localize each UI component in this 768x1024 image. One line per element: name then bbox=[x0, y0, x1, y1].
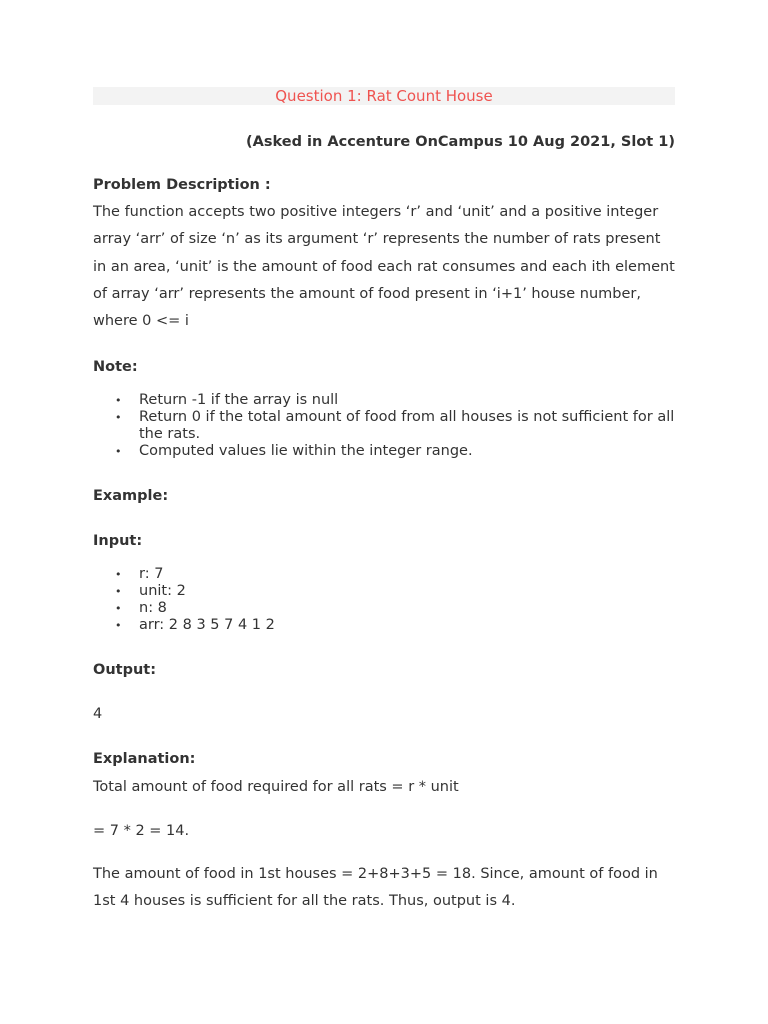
question-title: Question 1: Rat Count House bbox=[93, 87, 675, 105]
example-heading: Example: bbox=[93, 488, 169, 504]
list-item: • Return -1 if the array is null bbox=[93, 392, 675, 409]
explanation-line: Total amount of food required for all rats = r * unit bbox=[93, 779, 459, 795]
list-item: • arr: 2 8 3 5 7 4 1 2 bbox=[93, 617, 675, 634]
list-item: • Return 0 if the total amount of food from all houses is not sufficient for all the rats. bbox=[93, 409, 675, 443]
explanation-heading: Explanation: bbox=[93, 751, 196, 767]
note-heading: Note: bbox=[93, 359, 138, 375]
list-item: • unit: 2 bbox=[93, 583, 675, 600]
note-list bbox=[93, 392, 675, 460]
list-item: • n: 8 bbox=[93, 600, 675, 617]
list-item: • Computed values lie within the integer range. bbox=[93, 443, 675, 460]
problem-description-heading: Problem Description : bbox=[93, 177, 271, 193]
list-item: • r: 7 bbox=[93, 566, 675, 583]
input-list bbox=[93, 566, 675, 634]
question-source: (Asked in Accenture OnCampus 10 Aug 2021, Slot 1) bbox=[246, 134, 675, 150]
explanation-line: = 7 * 2 = 14. bbox=[93, 823, 190, 839]
problem-description-text: The function accepts two positive integers ‘r’ and ‘unit’ and a positive integer array ‘arr’ of size ‘n’ as its argument ‘r’ represents the number of rats present in an area, ‘unit’ is the amount of food each rat consumes and each ith element of array ‘arr’ represents the amount of food present in ‘i+1’ house number, where 0 <= i bbox=[93, 204, 675, 330]
output-value: 4 bbox=[93, 706, 103, 722]
output-heading: Output: bbox=[93, 662, 157, 678]
explanation-paragraph: The amount of food in 1st houses = 2+8+3+5 = 18. Since, amount of food in 1st 4 houses is sufficient for all the rats. Thus, output is 4. bbox=[93, 866, 658, 910]
input-heading: Input: bbox=[93, 533, 143, 549]
